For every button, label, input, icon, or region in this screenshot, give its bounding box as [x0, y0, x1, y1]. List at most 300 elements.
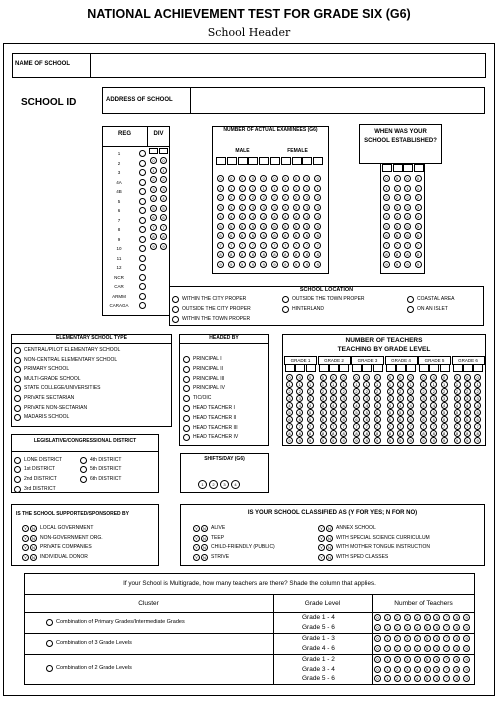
- headed-by-radio[interactable]: [183, 405, 190, 412]
- teacher-bubble[interactable]: 8: [307, 430, 314, 437]
- multigrade-teacher-bubble[interactable]: 1: [384, 614, 391, 621]
- region-bubble[interactable]: [139, 150, 146, 157]
- teacher-bubble[interactable]: 0: [420, 374, 427, 381]
- year-entry-box[interactable]: [382, 164, 392, 172]
- teacher-bubble[interactable]: 1: [454, 381, 461, 388]
- examinee-bubble[interactable]: 8: [271, 251, 278, 258]
- teacher-bubble[interactable]: 3: [464, 395, 471, 402]
- location-radio[interactable]: [282, 306, 289, 313]
- teacher-bubble[interactable]: 8: [454, 430, 461, 437]
- examinee-bubble[interactable]: 6: [271, 232, 278, 239]
- teacher-bubble[interactable]: 7: [454, 423, 461, 430]
- teacher-bubble[interactable]: 0: [353, 374, 360, 381]
- teacher-bubble[interactable]: 8: [430, 430, 437, 437]
- teacher-bubble[interactable]: 2: [330, 388, 337, 395]
- location-option[interactable]: [172, 316, 250, 323]
- examinee-bubble[interactable]: 0: [293, 175, 300, 182]
- classified-no[interactable]: N: [326, 544, 333, 551]
- classified-yes[interactable]: Y: [193, 535, 200, 542]
- multigrade-teacher-bubble[interactable]: 5: [424, 656, 431, 663]
- teacher-bubble[interactable]: 4: [397, 402, 404, 409]
- examinee-bubble[interactable]: 4: [282, 213, 289, 220]
- teacher-bubble[interactable]: 1: [320, 381, 327, 388]
- school-type-radio[interactable]: [14, 385, 21, 392]
- teacher-bubble[interactable]: 5: [441, 409, 448, 416]
- teacher-bubble[interactable]: 3: [407, 395, 414, 402]
- multigrade-teacher-bubble[interactable]: 4: [414, 675, 421, 682]
- region-bubble[interactable]: [139, 226, 146, 233]
- classified-no[interactable]: N: [326, 535, 333, 542]
- teacher-bubble[interactable]: 7: [286, 423, 293, 430]
- examinee-bubble[interactable]: 3: [293, 204, 300, 211]
- classified-yes[interactable]: Y: [318, 535, 325, 542]
- teacher-bubble[interactable]: 6: [374, 416, 381, 423]
- teacher-bubble[interactable]: 9: [374, 437, 381, 444]
- multigrade-teacher-bubble[interactable]: 9: [463, 656, 470, 663]
- school-type-option[interactable]: [14, 405, 87, 412]
- teacher-bubble[interactable]: 8: [474, 430, 481, 437]
- teacher-bubble[interactable]: 2: [296, 388, 303, 395]
- classified-option[interactable]: [318, 525, 376, 532]
- district-option[interactable]: [80, 457, 121, 464]
- teacher-entry-box[interactable]: [406, 364, 416, 372]
- region-bubble[interactable]: [139, 207, 146, 214]
- teacher-bubble[interactable]: 3: [330, 395, 337, 402]
- teacher-entry-box[interactable]: [362, 364, 372, 372]
- teacher-entry-box[interactable]: [319, 364, 329, 372]
- multigrade-teacher-bubble[interactable]: 2: [394, 656, 401, 663]
- examinee-bubble[interactable]: 6: [249, 232, 256, 239]
- school-type-option[interactable]: [14, 366, 69, 373]
- teacher-bubble[interactable]: 0: [454, 374, 461, 381]
- school-type-radio[interactable]: [14, 347, 21, 354]
- teacher-bubble[interactable]: 3: [397, 395, 404, 402]
- teacher-bubble[interactable]: 1: [387, 381, 394, 388]
- region-bubble[interactable]: [139, 217, 146, 224]
- multigrade-teacher-bubble[interactable]: 5: [424, 614, 431, 621]
- teacher-bubble[interactable]: 4: [353, 402, 360, 409]
- multigrade-teacher-bubble[interactable]: 5: [424, 675, 431, 682]
- classified-option[interactable]: [193, 544, 275, 551]
- examinee-bubble[interactable]: 0: [228, 175, 235, 182]
- multigrade-teacher-bubble[interactable]: 4: [414, 645, 421, 652]
- multigrade-teacher-bubble[interactable]: 8: [453, 675, 460, 682]
- region-bubble[interactable]: [139, 283, 146, 290]
- multigrade-teacher-bubble[interactable]: 4: [414, 635, 421, 642]
- examinee-bubble[interactable]: 0: [282, 175, 289, 182]
- teacher-bubble[interactable]: 3: [363, 395, 370, 402]
- examinee-bubble[interactable]: 7: [314, 242, 321, 249]
- multigrade-teacher-bubble[interactable]: 9: [463, 645, 470, 652]
- examinee-bubble[interactable]: 2: [228, 194, 235, 201]
- examinee-bubble[interactable]: 4: [249, 213, 256, 220]
- school-type-option[interactable]: [14, 414, 69, 421]
- year-bubble[interactable]: 8: [394, 251, 401, 258]
- year-bubble[interactable]: 3: [383, 204, 390, 211]
- teacher-bubble[interactable]: 9: [420, 437, 427, 444]
- teacher-bubble[interactable]: 2: [320, 388, 327, 395]
- examinee-entry-box[interactable]: [248, 157, 258, 165]
- examinee-bubble[interactable]: 3: [239, 204, 246, 211]
- teacher-bubble[interactable]: 4: [320, 402, 327, 409]
- multigrade-teacher-bubble[interactable]: 6: [433, 645, 440, 652]
- examinee-bubble[interactable]: 0: [303, 175, 310, 182]
- location-option[interactable]: [172, 296, 246, 303]
- teacher-bubble[interactable]: 4: [454, 402, 461, 409]
- teacher-bubble[interactable]: 6: [420, 416, 427, 423]
- classified-no[interactable]: N: [326, 525, 333, 532]
- multigrade-teacher-bubble[interactable]: 2: [394, 675, 401, 682]
- examinee-bubble[interactable]: 7: [293, 242, 300, 249]
- region-bubble[interactable]: [139, 169, 146, 176]
- teacher-bubble[interactable]: 8: [387, 430, 394, 437]
- examinee-bubble[interactable]: 5: [314, 223, 321, 230]
- teacher-bubble[interactable]: 5: [307, 409, 314, 416]
- teacher-bubble[interactable]: 5: [374, 409, 381, 416]
- examinee-bubble[interactable]: 6: [217, 232, 224, 239]
- examinee-bubble[interactable]: 3: [249, 204, 256, 211]
- year-bubble[interactable]: 8: [404, 251, 411, 258]
- supported-option[interactable]: [22, 525, 93, 532]
- examinee-bubble[interactable]: 2: [303, 194, 310, 201]
- multigrade-teacher-bubble[interactable]: 3: [404, 666, 411, 673]
- teacher-bubble[interactable]: 9: [474, 437, 481, 444]
- teacher-bubble[interactable]: 9: [387, 437, 394, 444]
- year-bubble[interactable]: 2: [415, 194, 422, 201]
- school-type-radio[interactable]: [14, 414, 21, 421]
- teacher-bubble[interactable]: 7: [420, 423, 427, 430]
- teacher-bubble[interactable]: 2: [397, 388, 404, 395]
- supported-yes[interactable]: Y: [22, 544, 29, 551]
- teacher-bubble[interactable]: 1: [397, 381, 404, 388]
- teacher-bubble[interactable]: 7: [474, 423, 481, 430]
- examinee-bubble[interactable]: 9: [249, 261, 256, 268]
- teacher-bubble[interactable]: 1: [464, 381, 471, 388]
- multigrade-teacher-bubble[interactable]: 5: [424, 635, 431, 642]
- year-bubble[interactable]: 8: [415, 251, 422, 258]
- examinee-bubble[interactable]: 7: [217, 242, 224, 249]
- teacher-bubble[interactable]: 7: [320, 423, 327, 430]
- teacher-bubble[interactable]: 8: [320, 430, 327, 437]
- examinee-entry-box[interactable]: [302, 157, 312, 165]
- region-bubble[interactable]: [139, 274, 146, 281]
- teacher-entry-box[interactable]: [453, 364, 463, 372]
- examinee-bubble[interactable]: 5: [271, 223, 278, 230]
- teacher-bubble[interactable]: 5: [474, 409, 481, 416]
- teacher-bubble[interactable]: 6: [454, 416, 461, 423]
- location-radio[interactable]: [172, 306, 179, 313]
- teacher-entry-box[interactable]: [386, 364, 396, 372]
- examinee-bubble[interactable]: 6: [282, 232, 289, 239]
- district-radio[interactable]: [14, 486, 21, 493]
- multigrade-teacher-bubble[interactable]: 9: [463, 624, 470, 631]
- year-bubble[interactable]: 2: [394, 194, 401, 201]
- teacher-entry-box[interactable]: [429, 364, 439, 372]
- examinee-bubble[interactable]: 5: [293, 223, 300, 230]
- teacher-bubble[interactable]: 1: [430, 381, 437, 388]
- examinee-bubble[interactable]: 2: [217, 194, 224, 201]
- teacher-bubble[interactable]: 8: [296, 430, 303, 437]
- examinee-bubble[interactable]: 0: [249, 175, 256, 182]
- teacher-bubble[interactable]: 5: [363, 409, 370, 416]
- classified-option[interactable]: [318, 554, 388, 561]
- multigrade-teacher-bubble[interactable]: 8: [453, 645, 460, 652]
- examinee-bubble[interactable]: 4: [293, 213, 300, 220]
- district-option[interactable]: [14, 486, 56, 493]
- teacher-bubble[interactable]: 2: [420, 388, 427, 395]
- year-bubble[interactable]: 9: [415, 261, 422, 268]
- school-type-radio[interactable]: [14, 376, 21, 383]
- examinee-entry-box[interactable]: [238, 157, 248, 165]
- supported-yes[interactable]: Y: [22, 535, 29, 542]
- district-radio[interactable]: [14, 466, 21, 473]
- teacher-bubble[interactable]: 7: [430, 423, 437, 430]
- region-bubble[interactable]: [139, 188, 146, 195]
- teacher-bubble[interactable]: 8: [330, 430, 337, 437]
- teacher-bubble[interactable]: 1: [330, 381, 337, 388]
- teacher-bubble[interactable]: 2: [353, 388, 360, 395]
- year-bubble[interactable]: 2: [383, 194, 390, 201]
- multigrade-teacher-bubble[interactable]: 6: [433, 635, 440, 642]
- teacher-bubble[interactable]: 5: [420, 409, 427, 416]
- teacher-bubble[interactable]: 6: [387, 416, 394, 423]
- division-bubble[interactable]: 8: [150, 233, 157, 240]
- district-radio[interactable]: [80, 466, 87, 473]
- teacher-bubble[interactable]: 0: [286, 374, 293, 381]
- teacher-bubble[interactable]: 6: [330, 416, 337, 423]
- classified-no[interactable]: N: [201, 535, 208, 542]
- teacher-bubble[interactable]: 7: [441, 423, 448, 430]
- teacher-bubble[interactable]: 8: [441, 430, 448, 437]
- examinee-bubble[interactable]: 7: [260, 242, 267, 249]
- teacher-bubble[interactable]: 0: [363, 374, 370, 381]
- year-bubble[interactable]: 3: [404, 204, 411, 211]
- teacher-bubble[interactable]: 0: [330, 374, 337, 381]
- division-bubble[interactable]: 7: [160, 224, 167, 231]
- teacher-bubble[interactable]: 4: [286, 402, 293, 409]
- cluster-radio[interactable]: [46, 640, 53, 647]
- cluster-option[interactable]: [46, 640, 132, 647]
- teacher-bubble[interactable]: 8: [353, 430, 360, 437]
- teacher-bubble[interactable]: 5: [296, 409, 303, 416]
- district-option[interactable]: [14, 457, 62, 464]
- headed-by-radio[interactable]: [183, 376, 190, 383]
- shift-bubble[interactable]: 2: [209, 480, 218, 489]
- headed-by-option[interactable]: [183, 395, 211, 402]
- multigrade-teacher-bubble[interactable]: 5: [424, 624, 431, 631]
- examinee-bubble[interactable]: 1: [260, 185, 267, 192]
- teacher-bubble[interactable]: 9: [296, 437, 303, 444]
- district-radio[interactable]: [14, 476, 21, 483]
- shift-bubble[interactable]: 1: [198, 480, 207, 489]
- teacher-bubble[interactable]: 0: [307, 374, 314, 381]
- teacher-bubble[interactable]: 8: [286, 430, 293, 437]
- teacher-bubble[interactable]: 1: [374, 381, 381, 388]
- district-radio[interactable]: [80, 457, 87, 464]
- teacher-bubble[interactable]: 2: [474, 388, 481, 395]
- supported-yes[interactable]: Y: [22, 554, 29, 561]
- teacher-bubble[interactable]: 6: [286, 416, 293, 423]
- teacher-bubble[interactable]: 3: [340, 395, 347, 402]
- examinee-bubble[interactable]: 9: [293, 261, 300, 268]
- teacher-bubble[interactable]: 0: [407, 374, 414, 381]
- teacher-bubble[interactable]: 3: [454, 395, 461, 402]
- multigrade-teacher-bubble[interactable]: 1: [384, 666, 391, 673]
- examinee-bubble[interactable]: 8: [260, 251, 267, 258]
- teacher-bubble[interactable]: 0: [474, 374, 481, 381]
- examinee-bubble[interactable]: 4: [314, 213, 321, 220]
- multigrade-teacher-bubble[interactable]: 1: [384, 675, 391, 682]
- location-radio[interactable]: [172, 316, 179, 323]
- multigrade-teacher-bubble[interactable]: 4: [414, 624, 421, 631]
- classified-no[interactable]: N: [201, 554, 208, 561]
- teacher-bubble[interactable]: 2: [454, 388, 461, 395]
- shift-bubble[interactable]: 4: [231, 480, 240, 489]
- examinee-bubble[interactable]: 6: [314, 232, 321, 239]
- examinee-entry-box[interactable]: [292, 157, 302, 165]
- classified-yes[interactable]: Y: [318, 525, 325, 532]
- examinee-bubble[interactable]: 1: [303, 185, 310, 192]
- examinee-bubble[interactable]: 6: [293, 232, 300, 239]
- teacher-bubble[interactable]: 7: [353, 423, 360, 430]
- teacher-bubble[interactable]: 2: [464, 388, 471, 395]
- year-bubble[interactable]: 7: [415, 242, 422, 249]
- teacher-bubble[interactable]: 2: [363, 388, 370, 395]
- district-option[interactable]: [14, 466, 55, 473]
- examinee-bubble[interactable]: 2: [249, 194, 256, 201]
- cluster-radio[interactable]: [46, 665, 53, 672]
- multigrade-teacher-bubble[interactable]: 0: [374, 614, 381, 621]
- teacher-bubble[interactable]: 3: [420, 395, 427, 402]
- teacher-bubble[interactable]: 1: [363, 381, 370, 388]
- year-bubble[interactable]: 6: [394, 232, 401, 239]
- teacher-entry-box[interactable]: [473, 364, 483, 372]
- classified-yes[interactable]: Y: [318, 554, 325, 561]
- headed-by-option[interactable]: [183, 425, 238, 432]
- teacher-bubble[interactable]: 4: [330, 402, 337, 409]
- year-bubble[interactable]: 5: [404, 223, 411, 230]
- headed-by-radio[interactable]: [183, 356, 190, 363]
- cluster-option[interactable]: [46, 619, 185, 626]
- examinee-bubble[interactable]: 2: [293, 194, 300, 201]
- examinee-bubble[interactable]: 6: [303, 232, 310, 239]
- multigrade-teacher-bubble[interactable]: 8: [453, 666, 460, 673]
- teacher-bubble[interactable]: 3: [286, 395, 293, 402]
- supported-option[interactable]: [22, 554, 88, 561]
- classified-option[interactable]: [318, 535, 430, 542]
- multigrade-teacher-bubble[interactable]: 3: [404, 675, 411, 682]
- multigrade-teacher-bubble[interactable]: 2: [394, 614, 401, 621]
- classified-no[interactable]: N: [201, 544, 208, 551]
- teacher-bubble[interactable]: 9: [454, 437, 461, 444]
- year-bubble[interactable]: 7: [383, 242, 390, 249]
- teacher-entry-box[interactable]: [295, 364, 305, 372]
- examinee-bubble[interactable]: 4: [228, 213, 235, 220]
- year-bubble[interactable]: 9: [404, 261, 411, 268]
- year-bubble[interactable]: 4: [415, 213, 422, 220]
- teacher-bubble[interactable]: 7: [374, 423, 381, 430]
- teacher-bubble[interactable]: 3: [374, 395, 381, 402]
- year-bubble[interactable]: 6: [415, 232, 422, 239]
- year-bubble[interactable]: 1: [383, 185, 390, 192]
- teacher-bubble[interactable]: 4: [474, 402, 481, 409]
- year-bubble[interactable]: 9: [383, 261, 390, 268]
- teacher-bubble[interactable]: 4: [374, 402, 381, 409]
- examinee-bubble[interactable]: 8: [303, 251, 310, 258]
- teacher-bubble[interactable]: 4: [296, 402, 303, 409]
- multigrade-teacher-bubble[interactable]: 7: [443, 675, 450, 682]
- district-option[interactable]: [14, 476, 57, 483]
- examinee-bubble[interactable]: 0: [239, 175, 246, 182]
- teacher-bubble[interactable]: 5: [464, 409, 471, 416]
- teacher-bubble[interactable]: 9: [363, 437, 370, 444]
- teacher-bubble[interactable]: 9: [464, 437, 471, 444]
- teacher-bubble[interactable]: 0: [374, 374, 381, 381]
- multigrade-teacher-bubble[interactable]: 0: [374, 635, 381, 642]
- multigrade-teacher-bubble[interactable]: 0: [374, 666, 381, 673]
- examinee-bubble[interactable]: 8: [249, 251, 256, 258]
- multigrade-teacher-bubble[interactable]: 9: [463, 675, 470, 682]
- teacher-bubble[interactable]: 6: [464, 416, 471, 423]
- teacher-bubble[interactable]: 7: [296, 423, 303, 430]
- region-bubble[interactable]: [139, 245, 146, 252]
- multigrade-teacher-bubble[interactable]: 8: [453, 614, 460, 621]
- multigrade-teacher-bubble[interactable]: 6: [433, 656, 440, 663]
- teacher-bubble[interactable]: 5: [387, 409, 394, 416]
- examinee-bubble[interactable]: 5: [249, 223, 256, 230]
- multigrade-teacher-bubble[interactable]: 3: [404, 656, 411, 663]
- teacher-entry-box[interactable]: [306, 364, 316, 372]
- examinee-bubble[interactable]: 4: [260, 213, 267, 220]
- teacher-bubble[interactable]: 6: [363, 416, 370, 423]
- school-type-radio[interactable]: [14, 357, 21, 364]
- multigrade-teacher-bubble[interactable]: 0: [374, 624, 381, 631]
- examinee-bubble[interactable]: 4: [271, 213, 278, 220]
- multigrade-teacher-bubble[interactable]: 1: [384, 624, 391, 631]
- multigrade-teacher-bubble[interactable]: 3: [404, 624, 411, 631]
- division-bubble[interactable]: 8: [160, 233, 167, 240]
- examinee-bubble[interactable]: 9: [282, 261, 289, 268]
- examinee-bubble[interactable]: 9: [271, 261, 278, 268]
- cluster-radio[interactable]: [46, 619, 53, 626]
- examinee-bubble[interactable]: 5: [239, 223, 246, 230]
- year-bubble[interactable]: 5: [394, 223, 401, 230]
- teacher-bubble[interactable]: 3: [387, 395, 394, 402]
- supported-no[interactable]: N: [30, 554, 37, 561]
- location-radio[interactable]: [407, 306, 414, 313]
- examinee-bubble[interactable]: 9: [303, 261, 310, 268]
- examinee-bubble[interactable]: 2: [271, 194, 278, 201]
- year-bubble[interactable]: 6: [404, 232, 411, 239]
- examinee-bubble[interactable]: 3: [228, 204, 235, 211]
- teacher-bubble[interactable]: 2: [286, 388, 293, 395]
- location-radio[interactable]: [172, 296, 179, 303]
- teacher-bubble[interactable]: 6: [397, 416, 404, 423]
- teacher-entry-box[interactable]: [329, 364, 339, 372]
- teacher-bubble[interactable]: 7: [464, 423, 471, 430]
- division-bubble[interactable]: 6: [160, 214, 167, 221]
- division-bubble[interactable]: 9: [160, 243, 167, 250]
- multigrade-teacher-bubble[interactable]: 4: [414, 666, 421, 673]
- examinee-bubble[interactable]: 8: [282, 251, 289, 258]
- location-radio[interactable]: [407, 296, 414, 303]
- examinee-bubble[interactable]: 2: [314, 194, 321, 201]
- teacher-bubble[interactable]: 3: [307, 395, 314, 402]
- headed-by-option[interactable]: [183, 385, 225, 392]
- examinee-bubble[interactable]: 9: [260, 261, 267, 268]
- multigrade-teacher-bubble[interactable]: 7: [443, 614, 450, 621]
- teacher-bubble[interactable]: 9: [397, 437, 404, 444]
